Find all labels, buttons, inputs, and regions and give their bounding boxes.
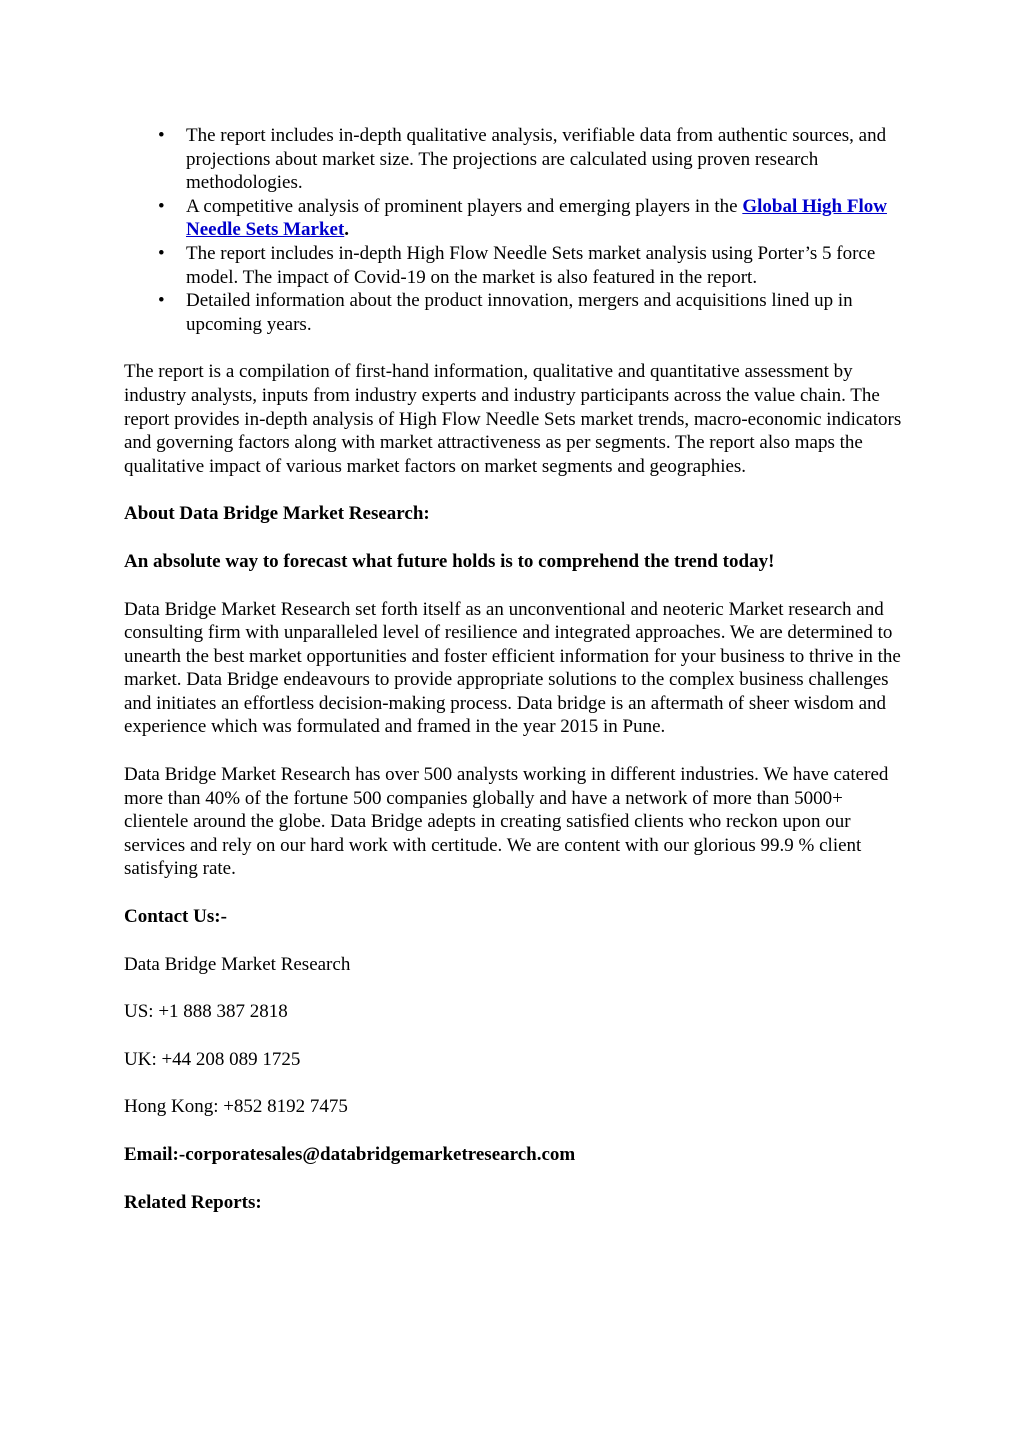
bullet-icon: •: [158, 125, 165, 146]
feature-list: [124, 124, 904, 336]
list-item-text: Detailed information about the product innovation, mergers and acquisitions lined up in upcoming years.: [186, 290, 853, 335]
contact-uk-phone: UK: +44 208 089 1725: [124, 1048, 301, 1070]
contact-email[interactable]: Email:-corporatesales@databridgemarketresearch.com: [124, 1144, 576, 1165]
list-item: [124, 124, 904, 195]
contact-us-phone: US: +1 888 387 2818: [124, 1001, 288, 1023]
bullet-icon: •: [158, 290, 165, 312]
list-item-text: A competitive analysis of prominent players and emerging players in the: [186, 195, 743, 217]
summary-paragraph: The report is a compilation of first-hand information, qualitative and quantitative assessment by industry analysts, inputs from industry experts and industry participants across the value chain. The report provides in-depth analysis of High Flow Needle Sets market trends, macro-economic indicators and governing factors along with market attractiveness as per segments. The report also maps the qualitative impact of various market factors on market segments and geographies.: [124, 361, 902, 477]
list-item-text-end: .: [344, 219, 350, 241]
document-page: [124, 124, 904, 1214]
about-heading: About Data Bridge Market Research:: [124, 503, 430, 525]
bullet-icon: •: [158, 242, 165, 264]
list-item-text: The report includes in-depth High Flow Needle Sets market analysis using Porter’s 5 force model. The impact of Covid-19 on the market is also featured in the report.: [186, 242, 876, 288]
contact-hk-phone: Hong Kong: +852 8192 7475: [124, 1096, 348, 1118]
related-reports-heading: Related Reports:: [124, 1191, 262, 1213]
list-item: [124, 195, 904, 242]
market-report-link[interactable]: Global High Flow Needle Sets Market: [186, 195, 887, 241]
list-item-text: The report includes in-depth qualitative analysis, verifiable data from authentic sources, and projections about market size. The projections are calculated using proven research methodologies.: [186, 125, 887, 194]
contact-company: Data Bridge Market Research: [124, 953, 351, 975]
contact-heading: Contact Us:-: [124, 906, 227, 928]
list-item: [124, 289, 904, 336]
list-item: [124, 242, 904, 289]
about-paragraph-1: Data Bridge Market Research set forth itself as an unconventional and neoteric Market research and consulting firm with unparalleled level of resilience and integrated approaches. We are determined to unearth the best market opportunities and foster efficient information for your business to thrive in the market. Data Bridge endeavours to provide appropriate solutions to the complex business challenges and initiates an effortless decision-making process. Data bridge is an aftermath of sheer wisdom and experience which was formulated and framed in the year 2015 in Pune.: [124, 598, 901, 738]
bullet-icon: •: [158, 195, 165, 217]
tagline: An absolute way to forecast what future holds is to comprehend the trend today!: [124, 550, 775, 572]
about-paragraph-2: Data Bridge Market Research has over 500 analysts working in different industries. We have catered more than 40% of the fortune 500 companies globally and have a network of more than 5000+ clientele around the globe. Data Bridge adepts in creating satisfied clients who reckon upon our services and rely on our hard work with certitude. We are content with our glorious 99.9 % client satisfying rate.: [124, 764, 889, 880]
